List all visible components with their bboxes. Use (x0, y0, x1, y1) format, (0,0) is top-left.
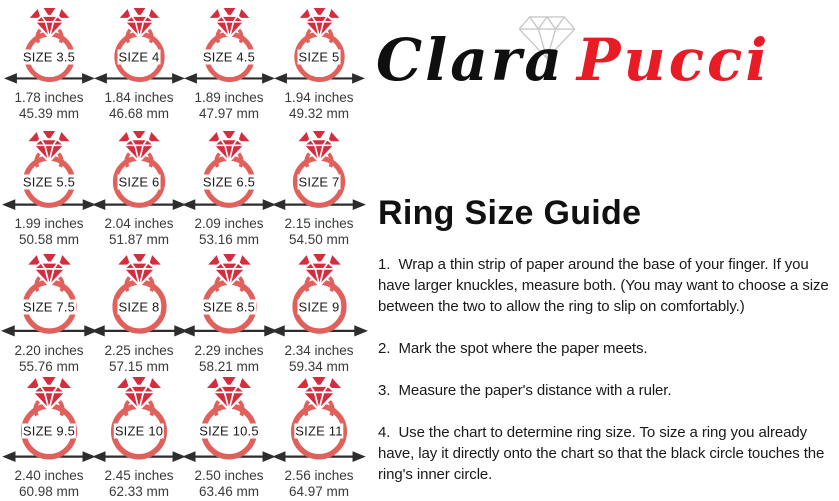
ring-icon (185, 377, 273, 463)
ring-size-label: SIZE 5 (298, 49, 340, 65)
diameter-mm: 45.39 mm (18, 105, 80, 121)
diameter-mm: 50.58 mm (18, 232, 80, 248)
diameter-mm: 63.46 mm (198, 484, 260, 499)
ring-size-label: SIZE 7 (298, 174, 340, 190)
ring-illustration (8, 131, 90, 211)
ring-illustration (100, 8, 179, 85)
ring-size-label: SIZE 9 (298, 299, 340, 315)
guide-section (378, 194, 838, 501)
ring-size-label: SIZE 4 (118, 49, 160, 65)
ring-measurements (14, 90, 83, 122)
ring-size-cell (94, 254, 184, 377)
ring-illustration (188, 131, 270, 211)
ring-size-label: SIZE 4.5 (202, 49, 256, 65)
diameter-inches: 1.94 inches (284, 89, 354, 105)
diameter-inches: 2.09 inches (194, 216, 264, 232)
ring-measurements (14, 343, 83, 375)
ring-illustration (5, 377, 93, 463)
ring-size-label: SIZE 10 (114, 423, 164, 439)
ring-icon (95, 377, 183, 463)
ring-illustration (185, 377, 273, 463)
ring-icon (275, 377, 363, 463)
instructions-list (378, 254, 838, 485)
ring-illustration (278, 131, 360, 211)
diameter-mm: 62.33 mm (108, 484, 170, 499)
diameter-inches: 2.45 inches (104, 468, 174, 483)
ring-size-cell (4, 8, 94, 131)
ring-measurements (284, 216, 353, 248)
diameter-inches: 1.99 inches (14, 216, 84, 232)
ring-size-cell (274, 254, 364, 377)
ring-icon (5, 377, 93, 463)
ring-measurements (284, 343, 353, 375)
ring-icon (278, 131, 360, 211)
instruction-step: 4. Use the chart to determine ring size. To size a ring you already have, lay it directly onto the chart so that the black circle touches the ring's inner circle. (378, 424, 829, 483)
diameter-inches: 2.15 inches (284, 216, 354, 232)
ring-size-cell (184, 377, 274, 500)
diameter-mm: 57.15 mm (108, 358, 170, 374)
diameter-inches: 1.89 inches (194, 89, 264, 105)
ring-illustration (10, 8, 89, 85)
ring-illustration (275, 377, 363, 463)
ring-size-cell (184, 254, 274, 377)
ring-measurements (284, 90, 353, 122)
brand-logo (376, 6, 836, 114)
ring-measurements (194, 343, 263, 375)
ring-size-label: SIZE 10.5 (199, 423, 259, 439)
ring-size-label: SIZE 8.5 (202, 299, 256, 315)
diameter-inches: 2.40 inches (14, 468, 84, 483)
ring-measurements (194, 216, 263, 248)
ring-icon (188, 131, 270, 211)
ring-icon (100, 8, 179, 85)
ring-illustration (190, 8, 269, 85)
ring-size-cell (184, 131, 274, 254)
ring-illustration (98, 131, 180, 211)
ring-illustration (187, 254, 272, 337)
diameter-inches: 2.20 inches (14, 342, 84, 358)
diameter-mm: 58.21 mm (198, 358, 260, 374)
diameter-inches: 1.84 inches (104, 89, 174, 105)
ring-icon (7, 254, 92, 337)
diameter-inches: 2.34 inches (284, 342, 354, 358)
ring-size-cell (94, 8, 184, 131)
ring-illustration (97, 254, 182, 337)
ring-illustration (95, 377, 183, 463)
ring-size-chart (4, 8, 366, 500)
diameter-mm: 47.97 mm (198, 105, 260, 121)
ring-measurements (194, 468, 263, 500)
ring-size-label: SIZE 3.5 (22, 49, 76, 65)
diameter-mm: 54.50 mm (288, 232, 350, 248)
diameter-mm: 53.16 mm (198, 232, 260, 248)
instruction-step: 3. Measure the paper's distance with a ruler. (378, 382, 672, 399)
diameter-mm: 49.32 mm (288, 105, 350, 121)
ring-size-cell (4, 377, 94, 500)
ring-size-label: SIZE 6 (118, 174, 160, 190)
diameter-inches: 2.56 inches (284, 468, 354, 483)
ring-size-cell (4, 131, 94, 254)
diameter-mm: 55.76 mm (18, 358, 80, 374)
diameter-inches: 1.78 inches (14, 89, 84, 105)
ring-measurements (104, 468, 173, 500)
brand-name (376, 26, 770, 94)
ring-illustration (7, 254, 92, 337)
ring-size-label: SIZE 9.5 (22, 423, 76, 439)
ring-size-cell (274, 131, 364, 254)
ring-illustration (280, 8, 359, 85)
ring-measurements (14, 468, 83, 500)
ring-size-cell (94, 377, 184, 500)
instruction-step: 2. Mark the spot where the paper meets. (378, 340, 648, 357)
ring-illustration (277, 254, 362, 337)
ring-icon (8, 131, 90, 211)
diameter-mm: 51.87 mm (108, 232, 170, 248)
diameter-inches: 2.29 inches (194, 342, 264, 358)
diameter-inches: 2.04 inches (104, 216, 174, 232)
ring-size-label: SIZE 6.5 (202, 174, 256, 190)
diameter-mm: 59.34 mm (288, 358, 350, 374)
ring-size-cell (4, 254, 94, 377)
ring-icon (187, 254, 272, 337)
ring-size-cell (184, 8, 274, 131)
diameter-inches: 2.25 inches (104, 342, 174, 358)
ring-icon (277, 254, 362, 337)
diameter-inches: 2.50 inches (194, 468, 264, 483)
ring-size-label: SIZE 8 (118, 299, 160, 315)
ring-measurements (194, 90, 263, 122)
diameter-mm: 60.98 mm (18, 484, 80, 499)
diameter-mm: 64.97 mm (288, 484, 350, 499)
ring-measurements (104, 90, 173, 122)
ring-size-label: SIZE 11 (295, 423, 343, 439)
ring-measurements (104, 216, 173, 248)
ring-icon (10, 8, 89, 85)
ring-size-cell (274, 377, 364, 500)
ring-size-cell (94, 131, 184, 254)
instruction-step: 1. Wrap a thin strip of paper around the base of your finger. If you have larger knuckles, measure both. (You may want to choose a size between the two to allow the ring to slip on comfortably.) (378, 256, 833, 315)
ring-measurements (104, 343, 173, 375)
diameter-mm: 46.68 mm (108, 105, 170, 121)
brand-name-second: Pucci (576, 26, 771, 94)
ring-size-label: SIZE 7.5 (22, 299, 76, 315)
ring-icon (190, 8, 269, 85)
ring-size-cell (274, 8, 364, 131)
ring-size-label: SIZE 5.5 (22, 174, 76, 190)
ring-icon (280, 8, 359, 85)
page-title: Ring Size Guide (378, 194, 642, 232)
ring-measurements (284, 468, 353, 500)
ring-icon (98, 131, 180, 211)
brand-name-first: Clara (376, 26, 565, 94)
ring-icon (97, 254, 182, 337)
ring-measurements (14, 216, 83, 248)
